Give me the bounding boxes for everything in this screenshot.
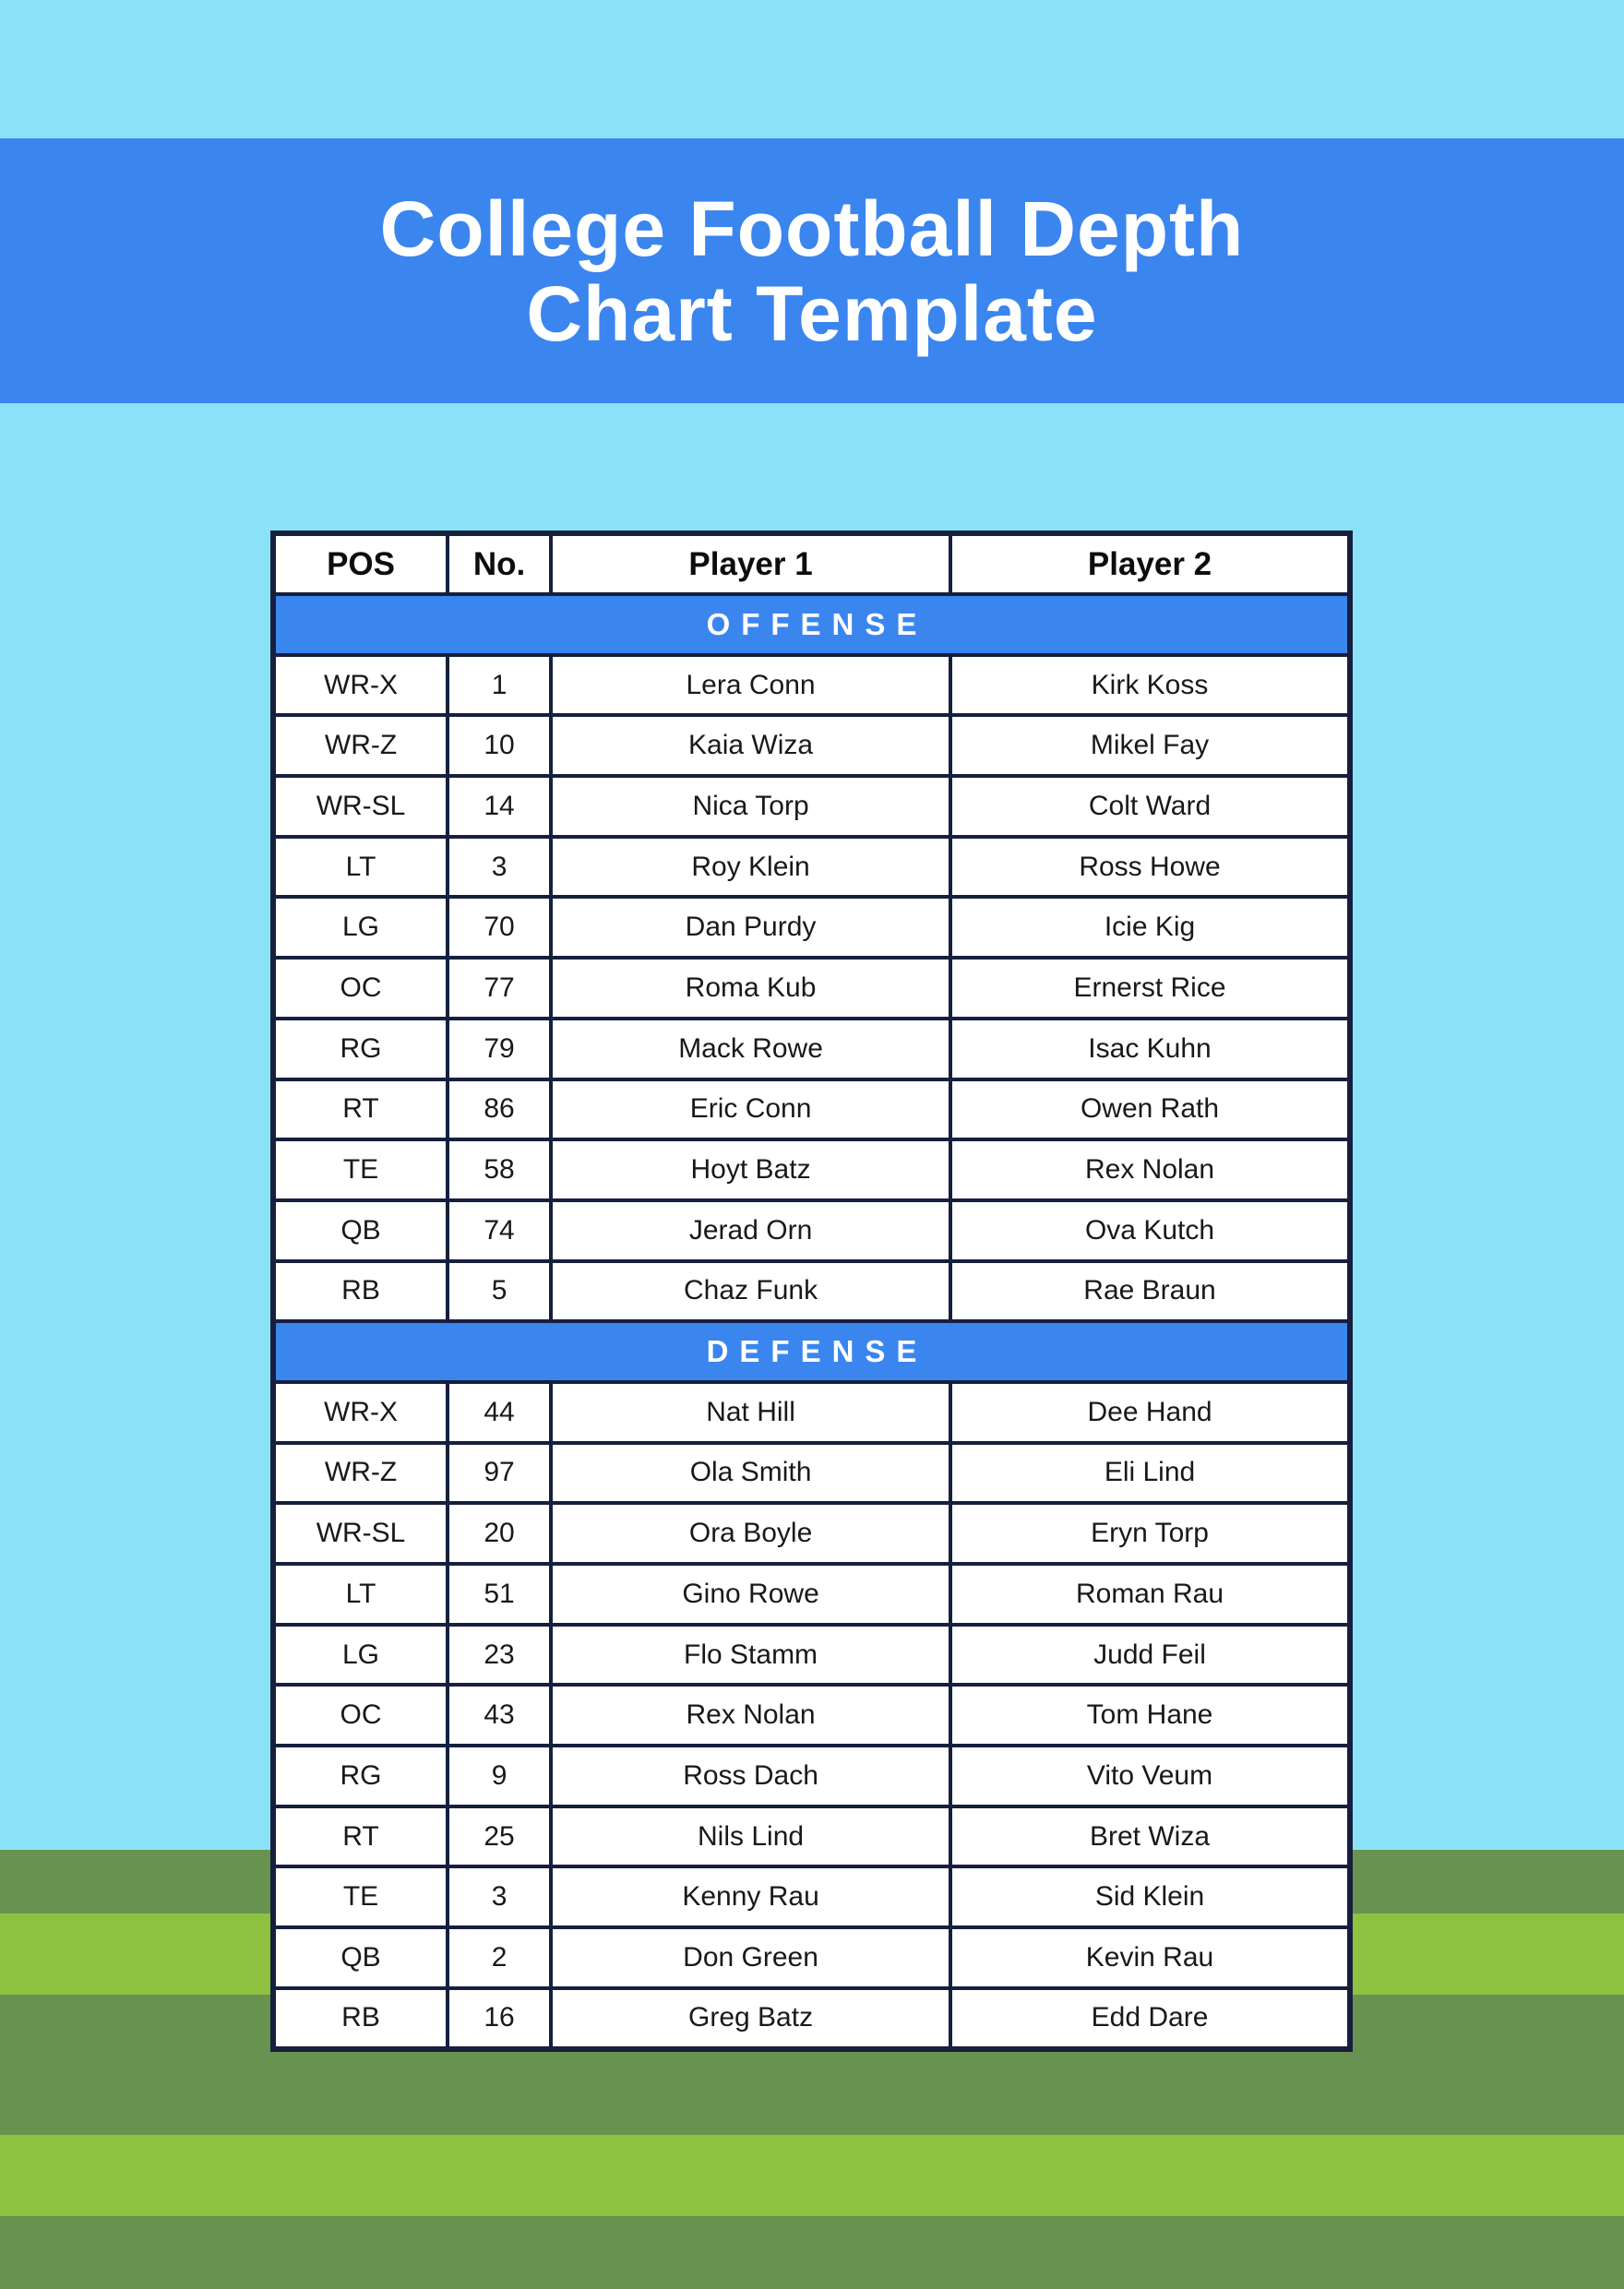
cell-player2: Vito Veum [950,1746,1350,1806]
cell-player2: Kevin Rau [950,1927,1350,1988]
cell-player1: Hoyt Batz [551,1139,950,1200]
cell-pos: WR-Z [273,715,448,776]
cell-player1: Nils Lind [551,1806,950,1867]
cell-player2: Judd Feil [950,1625,1350,1686]
cell-pos: QB [273,1927,448,1988]
table-row [273,1685,1350,1746]
cell-player1: Roy Klein [551,837,950,898]
cell-player2: Roman Rau [950,1564,1350,1625]
cell-player1: Kenny Rau [551,1866,950,1927]
cell-player1: Nica Torp [551,776,950,837]
cell-player1: Eric Conn [551,1079,950,1140]
cell-pos: RB [273,1988,448,2049]
cell-player1: Rex Nolan [551,1685,950,1746]
cell-no: 3 [448,837,551,898]
section-row [273,1321,1350,1382]
cell-player1: Mack Rowe [551,1019,950,1079]
cell-player1: Flo Stamm [551,1625,950,1686]
table-row [273,1746,1350,1806]
cell-player1: Ola Smith [551,1443,950,1504]
cell-player2: Icie Kig [950,897,1350,958]
cell-player2: Ernerst Rice [950,958,1350,1019]
table-row [273,1200,1350,1261]
cell-player2: Bret Wiza [950,1806,1350,1867]
cell-player2: Dee Hand [950,1382,1350,1443]
cell-pos: WR-SL [273,776,448,837]
cell-player2: Mikel Fay [950,715,1350,776]
cell-player1: Chaz Funk [551,1261,950,1322]
cell-player1: Gino Rowe [551,1564,950,1625]
cell-player1: Roma Kub [551,958,950,1019]
cell-no: 23 [448,1625,551,1686]
cell-pos: RG [273,1019,448,1079]
table-row [273,897,1350,958]
cell-player1: Jerad Orn [551,1200,950,1261]
cell-player2: Eryn Torp [950,1503,1350,1564]
cell-no: 10 [448,715,551,776]
cell-player2: Sid Klein [950,1866,1350,1927]
cell-no: 25 [448,1806,551,1867]
cell-player1: Kaia Wiza [551,715,950,776]
cell-player2: Isac Kuhn [950,1019,1350,1079]
cell-player2: Tom Hane [950,1685,1350,1746]
cell-pos: WR-X [273,655,448,716]
cell-no: 44 [448,1382,551,1443]
table-head [273,533,1350,594]
page-title [380,186,1245,356]
cell-pos: RG [273,1746,448,1806]
table-row [273,958,1350,1019]
cell-pos: LG [273,1625,448,1686]
table-row [273,1443,1350,1504]
cell-player2: Ross Howe [950,837,1350,898]
cell-no: 74 [448,1200,551,1261]
page-title-line2: Chart Template [526,269,1098,357]
table-row [273,715,1350,776]
cell-pos: RT [273,1079,448,1140]
cell-no: 86 [448,1079,551,1140]
table-row [273,1625,1350,1686]
cell-player1: Ross Dach [551,1746,950,1806]
cell-player2: Edd Dare [950,1988,1350,2049]
cell-no: 97 [448,1443,551,1504]
table-row [273,1927,1350,1988]
cell-pos: WR-X [273,1382,448,1443]
cell-player2: Eli Lind [950,1443,1350,1504]
cell-pos: WR-SL [273,1503,448,1564]
cell-no: 43 [448,1685,551,1746]
cell-pos: LT [273,1564,448,1625]
column-header-pos: POS [273,533,448,594]
cell-player1: Ora Boyle [551,1503,950,1564]
cell-pos: LT [273,837,448,898]
table-row [273,1866,1350,1927]
cell-no: 3 [448,1866,551,1927]
cell-pos: OC [273,958,448,1019]
table-row [273,1503,1350,1564]
table-row [273,837,1350,898]
field-stripe-light [0,2135,1624,2216]
section-row [273,594,1350,655]
table-row [273,776,1350,837]
cell-player1: Nat Hill [551,1382,950,1443]
cell-no: 77 [448,958,551,1019]
cell-player1: Greg Batz [551,1988,950,2049]
cell-player2: Rex Nolan [950,1139,1350,1200]
cell-no: 14 [448,776,551,837]
cell-pos: QB [273,1200,448,1261]
cell-no: 58 [448,1139,551,1200]
cell-pos: WR-Z [273,1443,448,1504]
table-row [273,1382,1350,1443]
cell-no: 79 [448,1019,551,1079]
cell-no: 20 [448,1503,551,1564]
cell-no: 9 [448,1746,551,1806]
cell-no: 1 [448,655,551,716]
table-row [273,1019,1350,1079]
table-row [273,1988,1350,2049]
cell-pos: OC [273,1685,448,1746]
cell-no: 16 [448,1988,551,2049]
cell-player2: Rae Braun [950,1261,1350,1322]
depth-chart-table [270,531,1353,2052]
cell-pos: RT [273,1806,448,1867]
cell-player1: Lera Conn [551,655,950,716]
cell-pos: TE [273,1866,448,1927]
cell-player2: Ova Kutch [950,1200,1350,1261]
table-row [273,1261,1350,1322]
cell-no: 51 [448,1564,551,1625]
table-body [273,594,1350,2049]
section-header-offense: OFFENSE [273,594,1350,655]
cell-no: 2 [448,1927,551,1988]
cell-pos: TE [273,1139,448,1200]
table-row [273,655,1350,716]
cell-no: 70 [448,897,551,958]
field-stripe-dark [0,2216,1624,2289]
cell-player2: Kirk Koss [950,655,1350,716]
table-row [273,1564,1350,1625]
cell-player2: Colt Ward [950,776,1350,837]
cell-player1: Don Green [551,1927,950,1988]
column-header-player2: Player 2 [950,533,1350,594]
header-row [273,533,1350,594]
table-row [273,1806,1350,1867]
title-banner [0,138,1624,403]
page-title-line1: College Football Depth [379,185,1245,272]
cell-player1: Dan Purdy [551,897,950,958]
cell-player2: Owen Rath [950,1079,1350,1140]
cell-pos: LG [273,897,448,958]
cell-no: 5 [448,1261,551,1322]
section-header-defense: DEFENSE [273,1321,1350,1382]
table-row [273,1079,1350,1140]
cell-pos: RB [273,1261,448,1322]
column-header-no: No. [448,533,551,594]
column-header-player1: Player 1 [551,533,950,594]
table-row [273,1139,1350,1200]
